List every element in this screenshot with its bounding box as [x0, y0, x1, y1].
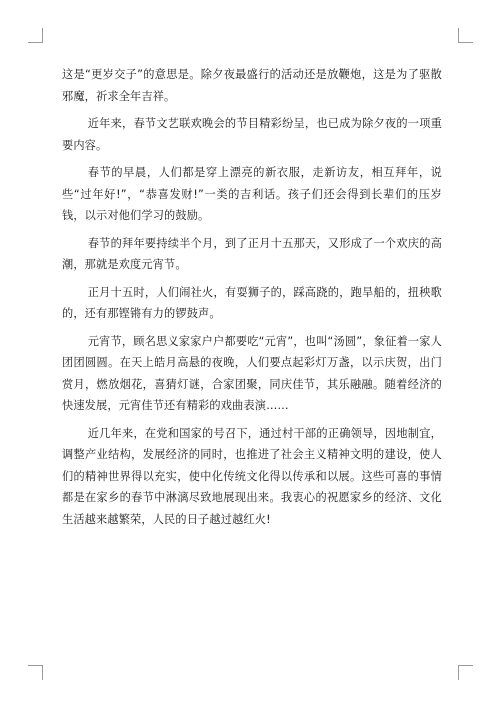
paragraph-7: 近几年来，在党和国家的号召下，通过村干部的正确领导，因地制宜，调整产业结构，发展经济的同时，也推进了社会主义精神文明的建设，使人们的精神世界得以充实，使中化传统文化得以传承和以展。这些可喜的事情都是在家乡的春节中淋漓尽致地展现出来。我衷心的祝愿家乡的经济、文化生活越来越繁荣，人民的日子越过越红火!	[62, 426, 442, 526]
paragraph-6: 元宵节，顾名思义家家户户都要吃“元宵”，也叫“汤圆”，象征着一家人团团圆圆。在天上皓月高悬的夜晚，人们要点起彩灯万盏，以示庆贺，出门赏月，燃放烟花，喜猜灯谜，合家团聚，同庆佳节，其乐融融。随着经济的快速发展，元宵佳节还有精彩的戏曲表演……	[62, 334, 442, 412]
corner-mark-bottom-right	[458, 665, 473, 680]
paragraph-5: 正月十五时，人们闹社火，有耍狮子的，踩高跷的，跑旱船的，扭秧歌的，还有那铿锵有力的锣鼓声。	[62, 285, 442, 320]
corner-mark-top-right	[458, 28, 473, 43]
corner-mark-bottom-left	[28, 665, 43, 680]
corner-mark-top-left	[28, 28, 43, 43]
paragraph-3: 春节的早晨，人们都是穿上漂亮的新衣服，走新访友，相互拜年，说些“过年好!”，“恭喜发财!”一类的吉利话。孩子们还会得到长辈们的压岁钱，以示对他们学习的鼓励。	[62, 166, 442, 222]
paragraph-1: 这是“更岁交子”的意思是。除夕夜最盛行的活动还是放鞭炮，这是为了驱散邪魔，祈求全年吉祥。	[62, 68, 442, 103]
document-body	[62, 64, 442, 536]
paragraph-4: 春节的拜年要持续半个月，到了正月十五那天，又形成了一个欢庆的高潮，那就是欢度元宵节。	[62, 236, 442, 271]
paragraph-2: 近年来，春节文艺联欢晚会的节目精彩纷呈，也已成为除夕夜的一项重要内容。	[62, 117, 442, 152]
